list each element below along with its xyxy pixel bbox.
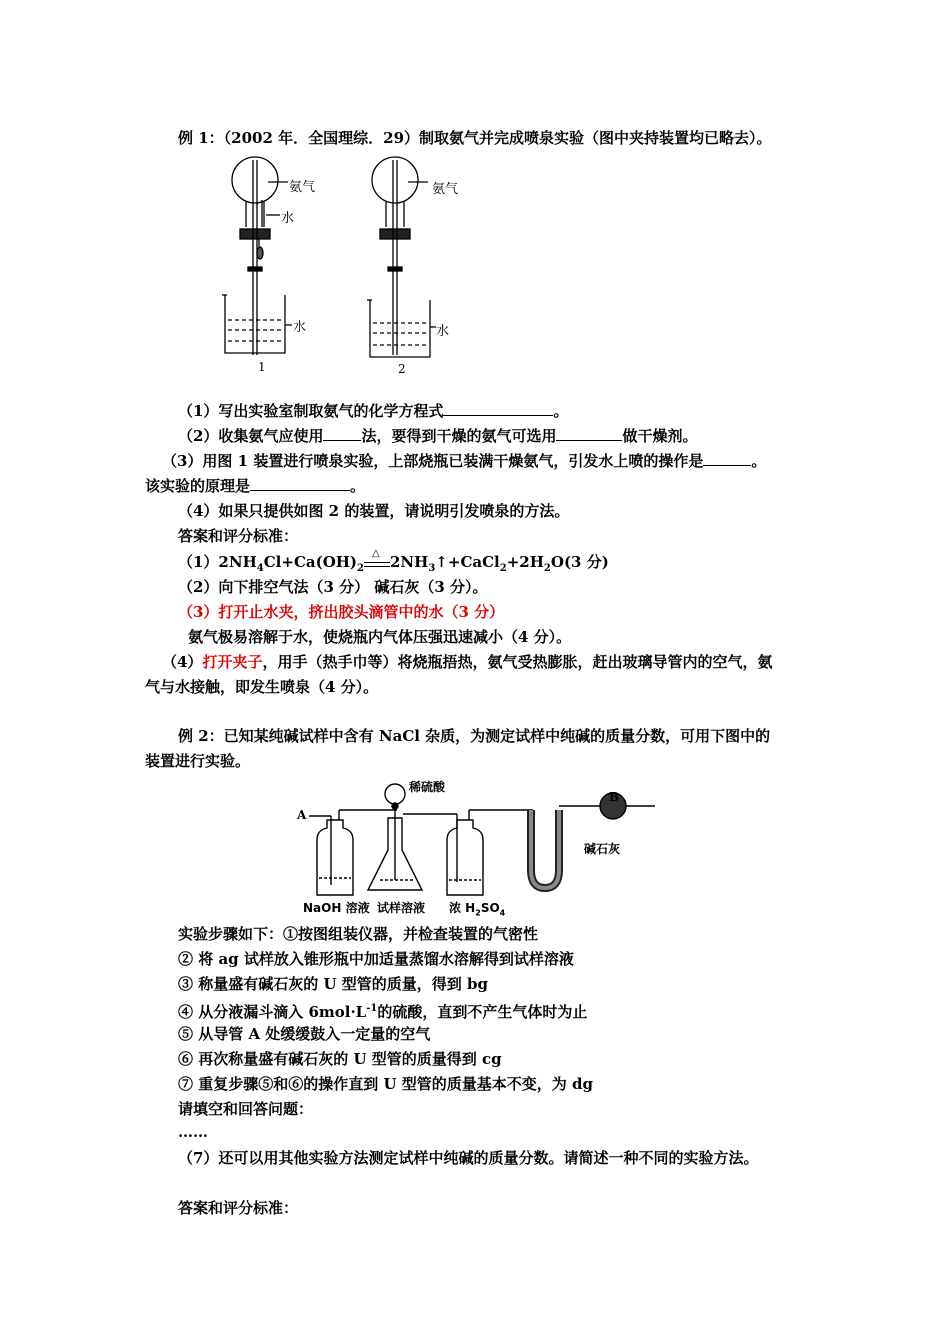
ex2-step-3: ③ 称量盛有碱石灰的 U 型管的质量，得到 bg [178, 975, 488, 993]
fig1-number: 1 [258, 360, 266, 374]
fig2-water-label: 水 [436, 324, 450, 339]
ex2-fill-prompt: 请填空和回答问题： [178, 1100, 314, 1118]
fig1-water-label-top: 水 [281, 211, 295, 226]
fig2-acid-label: 稀硫酸 [409, 780, 446, 794]
ex1-answer-1: $(1)2NH_4Cl+Ca(OH)_2$ △ $2NH_3↑+CaCl_2+2H_2O(3$ 分) [178, 548, 609, 574]
ex1-title: 例 1：（2002 年．全国理综．29）制取氨气并完成喷泉实验（图中夹持装置均已略去）。 [178, 129, 772, 147]
ex2-ellipsis: …… [178, 1123, 208, 1141]
ex2-answer-title: 答案和评分标准： [178, 1199, 299, 1217]
ex2-step-5: ⑤ 从导管 A 处缓缓鼓入一定量的空气 [178, 1025, 431, 1043]
fig2-h2so4-label: 浓 $H_2SO_4$ [449, 901, 506, 918]
fig2-sample-label: 试样溶液 [377, 901, 426, 915]
ex2-step-6: ⑥ 再次称量盛有碱石灰的 U 型管的质量得到 cg [178, 1050, 502, 1068]
fig1-ammonia-label: 氨气 [289, 180, 316, 195]
ex2-step-7: ⑦ 重复步骤⑤和⑥的操作直到 U 型管的质量基本不变，为 dg [178, 1075, 593, 1093]
ex1-answer-3b: 氨气极易溶解于水，使烧瓶内气体压强迅速减小（4 分）。 [188, 628, 572, 646]
ex1-q2: （2）收集氨气应使用 法，要得到干燥的氨气可选用 做干燥剂。 [178, 427, 698, 445]
fig2-label-B: B [609, 790, 620, 804]
ex2-q7: （7）还可以用其他实验方法测定试样中纯碱的质量分数。请简述一种不同的实验方法。 [178, 1149, 759, 1167]
ex1-answer-4: （4）打开夹子，用手（热手巾等）将烧瓶捂热，氨气受热膨胀，赶出玻璃导管内的空气，氨 [162, 653, 773, 671]
fig2-soda-lime-label: 碱石灰 [584, 842, 621, 856]
fountain-apparatus-figure [210, 155, 510, 380]
ex1-q1: （1）写出实验室制取氨气的化学方程式 。 [178, 402, 569, 420]
ex1-answer-2: （2）向下排空气法（3 分） 碱石灰（3 分）。 [178, 578, 488, 596]
ex2-intro-line2: 装置进行实验。 [145, 752, 251, 770]
ex2-intro: 例 2：已知某纯碱试样中含有 NaCl 杂质，为测定试样中纯碱的质量分数，可用下图中的 [178, 727, 771, 745]
ex1-answer-3: （3）打开止水夹，挤出胶头滴管中的水（3 分） [178, 603, 505, 621]
ex2-step-2: ② 将 ag 试样放入锥形瓶中加适量蒸馏水溶解得到试样溶液 [178, 950, 574, 968]
fig2-label-A: A [297, 808, 307, 822]
ex1-answer-4-line2: 气与水接触，即发生喷泉（4 分）。 [145, 678, 379, 696]
ex2-step-1: 实验步骤如下：①按图组装仪器，并检查装置的气密性 [178, 925, 539, 943]
ex1-answer-title: 答案和评分标准： [178, 527, 299, 545]
fig2-naoh-label: NaOH 溶液 [303, 901, 370, 915]
fig2-number: 2 [398, 362, 406, 376]
ex2-step-4: ④ 从分液漏斗滴入 $6mol\cdot L^{-1}$的硫酸，直到不产生气体时为止 [178, 1003, 588, 1021]
ex1-q3: （3）用图 1 装置进行喷泉实验，上部烧瓶已装满干燥氨气，引发水上喷的操作是 。 [162, 452, 767, 470]
fig1-water-label-beaker: 水 [293, 320, 307, 335]
ex1-q4: （4）如果只提供如图 2 的装置，请说明引发喷泉的方法。 [178, 502, 570, 520]
ex1-q3-principle: 该实验的原理是 。 [145, 477, 366, 495]
fig2-ammonia-label: 氨气 [432, 182, 459, 197]
